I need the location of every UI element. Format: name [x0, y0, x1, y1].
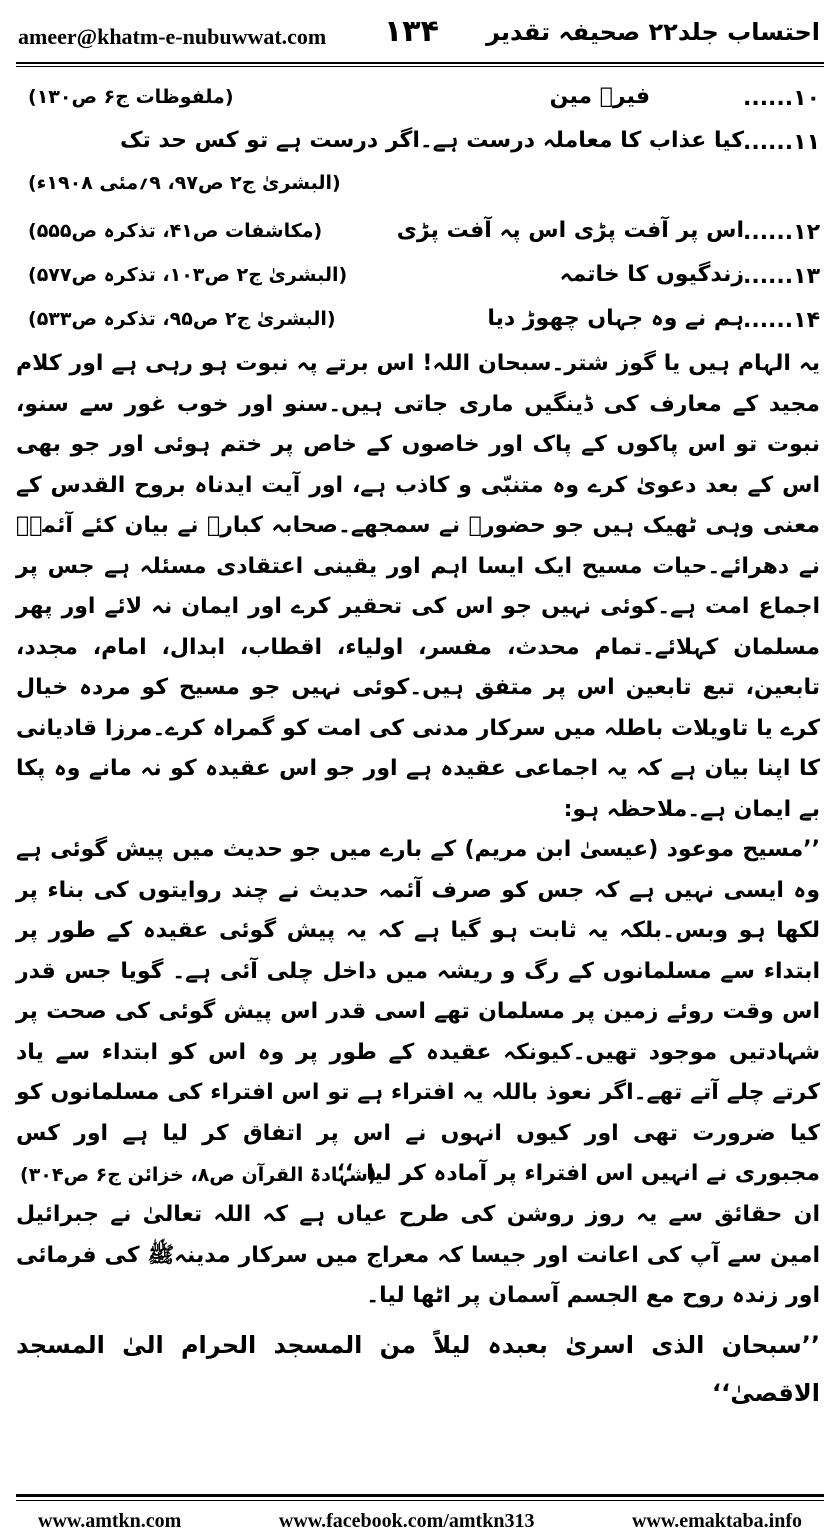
list-item	[16, 80, 820, 124]
item-reference: (البشریٰ ج۲ ص۹۵، تذکرہ ص۵۳۳)	[28, 308, 336, 330]
footer-link-facebook[interactable]: www.facebook.com/amtkn313	[278, 1509, 535, 1532]
page-content	[16, 80, 820, 1417]
item-number: ۱۱......	[742, 130, 820, 155]
list-item	[16, 214, 820, 258]
list-item	[16, 302, 820, 344]
item-text: کیا عذاب کا معاملہ درست ہے۔اگر درست ہے تو کس حد تک	[119, 128, 744, 153]
header-email[interactable]: ameer@khatm-e-nubuwwat.com	[18, 24, 327, 49]
page-number: ۱۳۴	[384, 14, 439, 49]
item-reference: (ملفوظات ج۶ ص۱۳۰)	[28, 86, 234, 108]
item-number: ۱۲......	[742, 220, 820, 245]
item-reference: (البشریٰ ج۲ ص۹۷، ۹؍مئی ۱۹۰۸ء)	[28, 172, 341, 194]
item-reference: (البشریٰ ج۲ ص۱۰۳، تذکرہ ص۵۷۷)	[28, 264, 348, 286]
footer-link-amtkn[interactable]: www.amtkn.com	[38, 1509, 182, 1532]
item-text: فیرؔ مین	[549, 84, 650, 109]
header-divider	[16, 62, 824, 64]
item-text: ہم نے وہ جہاں چھوڑ دیا	[487, 306, 744, 331]
arabic-verse: ’’سبحان الذی اسریٰ بعبدہ لیلاً من المسجد الحرام الیٰ المسجد الاقصیٰ‘‘	[16, 1330, 820, 1407]
item-reference: (مکاشفات ص۴۱، تذکرہ ص۵۵۵)	[28, 220, 323, 242]
body-paragraph: یہ الہام ہیں یا گوز شتر۔سبحان اللہ! اس برتے پہ نبوت ہو رہی ہے اور کلام مجید کے معارف کی ڈینگیں ماری جاتی ہیں۔سنو اور خوب غور سے سنو، نبوت تو اس پاکوں کے پاک اور خاصوں کے خاص پر ختم ہوئی اور جو بھی اس کے بعد دعویٰ کرے وہ متنبّی و کاذب ہے، اور آیت ایدناہ بروح القدس کے معنی وہی ٹھیک ہیں جو حضورﷺ نے سمجھے۔صحابہ کبارؓ نے بیان کئے آئمہؒ نے دھرائے۔حیات مسیح ایک ایسا اہم اور یقینی اعتقادی مسئلہ ہے جس پر اجماع امت ہے۔کوئی نہیں جو اس کی تحقیر کرے اور ایمان نہ لائے اور پھر مسلمان کہلائے۔تمام محدث، مفسر، اولیاء، اقطاب، ابدال، امام، مجدد، تابعین، تبع تابعین اس پر متفق ہیں۔کوئی نہیں جو مسیح کو مردہ خیال کرے یا تاویلات باطلہ میں سرکار مدنی کی امت کو گمراہ کرے۔مرزا قادیانی کا اپنا بیان ہے کہ یہ اجماعی عقیدہ ہے اور جو اس عقیدہ کو نہ مانے وہ پکا بے ایمان ہے۔ملاحظہ ہو:	[16, 351, 820, 822]
block-quote: ’’مسیح موعود (عیسیٰ ابن مریم) کے بارے میں جو حدیث میں پیش گوئی ہے وہ ایسی نہیں ہے کہ جس کو صرف آئمہ حدیث نے چند روایتوں کی بناء پر لکھا ہو وبس۔بلکہ یہ ثابت ہو گیا ہے کہ یہ پیش گوئی عقیدہ کے طور پر ابتداء سے مسلمانوں کے رگ و ریشہ میں داخل چلی آئی ہے۔ گویا جس قدر اس وقت روئے زمین پر مسلمان تھے اسی قدر اس پیش گوئی کی صحت پر شہادتیں موجود تھیں۔کیونکہ عقیدہ کے طور پر وہ اس کو ابتداء سے یاد کرتے چلے آتے تھے۔اگر نعوذ باللہ یہ افتراء ہے تو اس افتراء کی مسلمانوں کو کیا ضرورت تھی اور کیوں انہوں نے اس پر اتفاق کر لیا ہے اور کس مجبوری نے انہیں اس افتراء پر آمادہ کر لیا۔‘‘	[16, 837, 820, 1186]
list-item-reference-row	[16, 168, 820, 214]
header-divider-thin	[16, 66, 824, 67]
page-header	[16, 14, 824, 62]
body-paragraph-2: ان حقائق سے یہ روز روشن کی طرح عیاں ہے کہ اللہ تعالیٰ نے جبرائیل امین سے آپ کی اعانت اور جیسا کہ معراج میں سرکار مدینہﷺ کی فرمائی اور زندہ روح مع الجسم آسمان پر اٹھا لیا۔	[16, 1202, 820, 1308]
book-title: احتساب جلد۲۲ صحیفہ تقدیر	[486, 18, 820, 46]
footer-link-emaktaba[interactable]: www.emaktaba.info	[631, 1509, 802, 1532]
footer-divider-thin	[16, 1500, 824, 1501]
page-footer	[16, 1506, 824, 1536]
list-item	[16, 124, 820, 168]
item-text: زندگیوں کا خاتمہ	[559, 262, 744, 287]
list-item	[16, 258, 820, 302]
item-number: ۱۳......	[742, 264, 820, 289]
quote-reference: (شہادۃ القرآن ص۸، خزائن ج۶ ص۳۰۴)	[20, 1163, 377, 1186]
footer-divider	[16, 1494, 824, 1497]
item-text: اس پر آفت پڑی اس پہ آفت پڑی	[396, 218, 744, 243]
item-number: ۱۰......	[742, 86, 820, 111]
item-number: ۱۴......	[742, 308, 820, 333]
